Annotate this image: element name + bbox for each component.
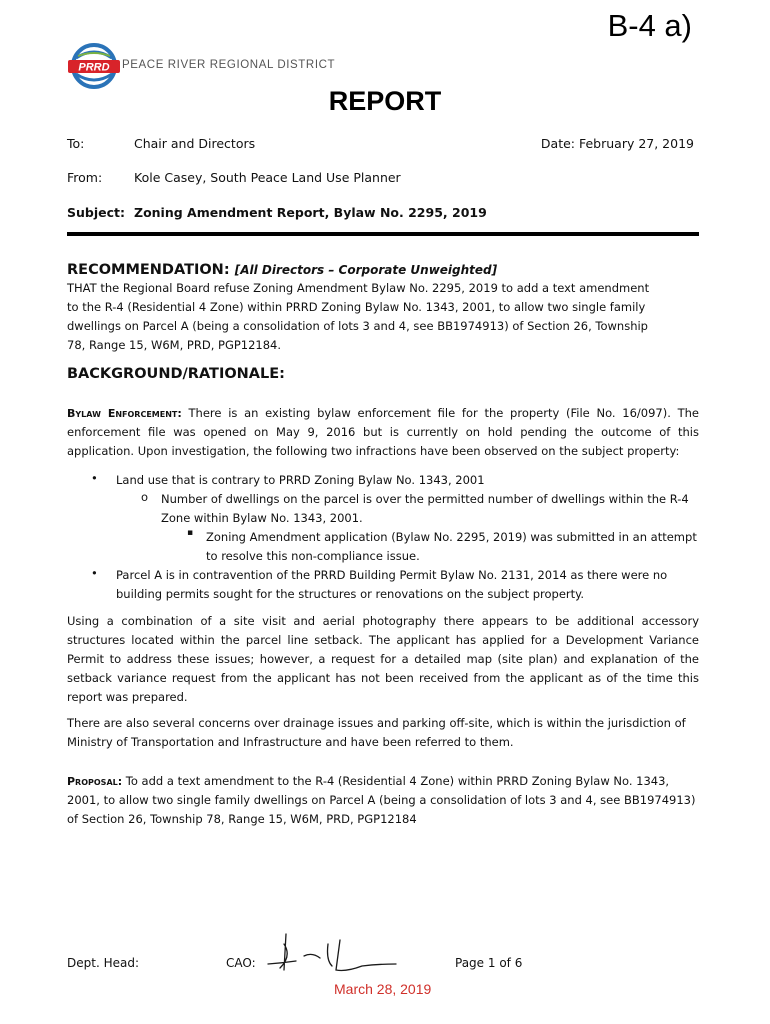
proposal-paragraph: [67, 772, 699, 829]
proposal-text: To add a text amendment to the R-4 (Residential 4 Zone) within PRRD Zoning Bylaw No. 1343, 2001, to allow two single family dwellings on Parcel A (being a consolidation of lots 3 and 4, see BB1974913) of Section 26, Township 78, Range 15, W6M, PRD, PGP12184: [67, 774, 696, 826]
recommendation-line: THAT the Regional Board refuse Zoning Amendment Bylaw No. 2295, 2019 to add a text amendment: [67, 281, 650, 295]
to-label: To:: [67, 136, 85, 151]
from-label: From:: [67, 170, 103, 185]
list-item-line: Land use that is contrary to PRRD Zoning Bylaw No. 1343, 2001: [116, 473, 485, 487]
enforcement-paragraph: [67, 404, 699, 461]
recommendation-heading-line: [67, 259, 497, 278]
recommendation-qualifier: [All Directors – Corporate Unweighted]: [234, 263, 498, 277]
list-item-line: building permits sought for the structures or renovations on the subject property.: [116, 587, 584, 601]
approval-date: March 28, 2019: [334, 981, 432, 997]
list-item-line: Parcel A is in contravention of the PRRD Building Permit Bylaw No. 2131, 2014 as there were no: [116, 568, 668, 582]
agenda-item-stamp: B-4 a): [607, 8, 692, 43]
enforcement-text: There is an existing bylaw enforcement file for the property (File No. 16/097). The enforcement file was opened on May 9, 2016 but is currently on hold pending the outcome of this application. Upon investigation, the following two infractions have been observed on the subject property:: [67, 406, 700, 458]
list-sub-bullet: o: [141, 490, 149, 504]
drainage-paragraph: There are also several concerns over drainage issues and parking off-site, which is within the jurisdiction of Ministry of Transportation and Infrastructure and have been referred to them.: [67, 716, 686, 749]
recommendation-line: to the R-4 (Residential 4 Zone) within PRRD Zoning Bylaw No. 1343, 2001, to allow two single family: [67, 300, 646, 314]
background-heading: BACKGROUND/RATIONALE:: [67, 366, 285, 382]
enforcement-label: Bylaw Enforcement:: [67, 407, 182, 420]
page-number: Page 1 of 6: [455, 956, 523, 970]
proposal-label: Proposal:: [67, 775, 123, 788]
org-name: PEACE RIVER REGIONAL DISTRICT: [122, 59, 336, 71]
recommendation-line: dwellings on Parcel A (being a consolidation of lots 3 and 4, see BB1974913) of Section 26, Township: [67, 319, 648, 333]
list-item: [116, 566, 701, 604]
list-bullet: •: [91, 566, 98, 580]
list-square-bullet: ▪: [187, 528, 194, 538]
list-item-line: Zoning Amendment application (Bylaw No. 2295, 2019) was submitted in an attempt: [206, 530, 697, 544]
cao-label: CAO:: [226, 956, 256, 970]
recommendation-line: 78, Range 15, W6M, PRD, PGP12184.: [67, 338, 282, 352]
report-date: Date: February 27, 2019: [540, 136, 694, 151]
cao-signature: [262, 930, 402, 978]
dept-head-label: Dept. Head:: [67, 956, 139, 970]
report-title: REPORT: [328, 86, 442, 116]
list-item: [161, 490, 701, 528]
from-value: Kole Casey, South Peace Land Use Planner: [134, 170, 401, 185]
recommendation-heading: RECOMMENDATION:: [67, 262, 230, 278]
header-divider: [67, 232, 699, 236]
list-item-line: Zone within Bylaw No. 1343, 2001.: [161, 511, 363, 525]
recommendation-text: [67, 279, 707, 355]
subject-label: Subject:: [67, 205, 125, 220]
subject-value: Zoning Amendment Report, Bylaw No. 2295, 2019: [134, 205, 487, 220]
logo-mark-text: PRRD: [78, 61, 110, 74]
list-item: [116, 471, 701, 490]
list-bullet: •: [91, 471, 98, 485]
setback-paragraph: Using a combination of a site visit and aerial photography there appears to be additional accessory structures located within the parcel line setback. The applicant has applied for a Development Variance Permit to address these issues; however, a request for a detailed map (site plan) and explanation of the setback variance request from the applicant has not been received from the applicant as of the time this report was prepared.: [67, 614, 699, 704]
to-value: Chair and Directors: [134, 136, 256, 151]
list-item-line: to resolve this non-compliance issue.: [206, 549, 420, 563]
list-item-line: Number of dwellings on the parcel is over the permitted number of dwellings within the R-4: [161, 492, 689, 506]
prrd-logo: [64, 42, 336, 90]
list-item: [206, 528, 701, 566]
prrd-logo-icon: [64, 42, 124, 90]
